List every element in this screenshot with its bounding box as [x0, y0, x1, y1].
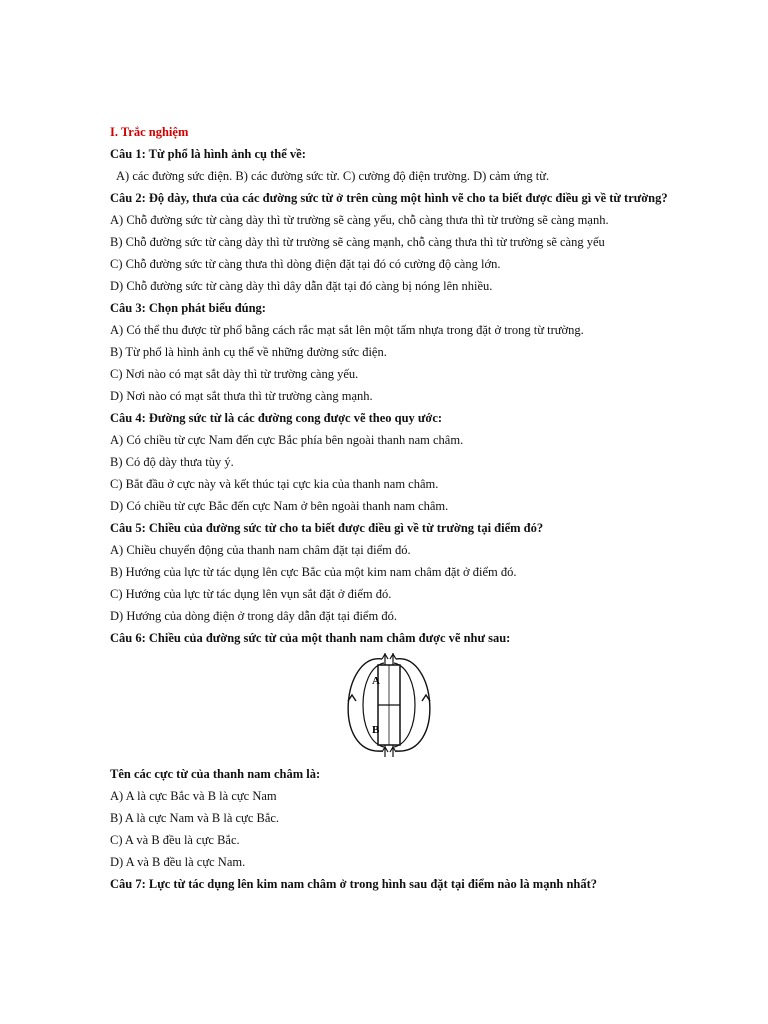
pole-option-c: C) A và B đều là cực Bắc.	[110, 833, 240, 847]
pole-question: Tên các cực từ của thanh nam châm là:	[110, 767, 321, 781]
question-1: Câu 1: Từ phổ là hình ảnh cụ thể về:	[110, 147, 306, 161]
pole-option-b: B) A là cực Nam và B là cực Bắc.	[110, 811, 280, 825]
question-5-option-c: C) Hướng của lực từ tác dụng lên vụn sắt đặt ở điểm đó.	[110, 587, 392, 601]
question-4: Câu 4: Đường sức từ là các đường cong được vẽ theo quy ước:	[110, 411, 443, 425]
pole-b-label: B	[372, 724, 380, 736]
question-4-option-c: C) Bắt đầu ở cực này và kết thúc tại cực kia của thanh nam châm.	[110, 477, 439, 491]
question-6: Câu 6: Chiều của đường sức từ của một thanh nam châm được vẽ như sau:	[110, 631, 511, 645]
question-3-option-c: C) Nơi nào có mạt sắt dày thì từ trường càng yếu.	[110, 367, 359, 381]
question-4-option-a: A) Có chiều từ cực Nam đến cực Bắc phía bên ngoài thanh nam châm.	[110, 433, 464, 447]
pole-option-a: A) A là cực Bắc và B là cực Nam	[110, 789, 277, 803]
question-2-option-b: B) Chỗ đường sức từ càng dày thì từ trường sẽ càng mạnh, chỗ càng thưa thì từ trường sẽ càng yếu	[110, 235, 605, 249]
question-3-option-b: B) Từ phổ là hình ảnh cụ thể về những đường sức điện.	[110, 345, 387, 359]
section-title: I. Trắc nghiệm	[110, 125, 189, 139]
question-2-option-d: D) Chỗ đường sức từ càng dày thì dây dẫn đặt tại đó càng bị nóng lên nhiều.	[110, 279, 493, 293]
question-5-option-d: D) Hướng của dòng điện ở trong dây dẫn đặt tại điểm đó.	[110, 609, 397, 623]
question-2: Câu 2: Độ dày, thưa của các đường sức từ ở trên cùng một hình vẽ cho ta biết được điều gì về từ trường?	[110, 191, 668, 205]
bar-magnet-diagram	[334, 651, 444, 759]
question-3-option-a: A) Có thể thu được từ phổ bằng cách rắc mạt sắt lên một tấm nhựa trong đặt ở trong từ trường.	[110, 323, 584, 337]
question-3-option-d: D) Nơi nào có mạt sắt thưa thì từ trường càng mạnh.	[110, 389, 373, 403]
magnet-field-figure	[110, 651, 670, 763]
field-line-right-outer	[396, 659, 430, 751]
pole-option-d: D) A và B đều là cực Nam.	[110, 855, 246, 869]
question-3: Câu 3: Chọn phát biểu đúng:	[110, 301, 266, 315]
question-1-options: A) các đường sức điện. B) các đường sức từ. C) cường độ điện trường. D) cảm ứng từ.	[116, 169, 550, 183]
question-7: Câu 7: Lực từ tác dụng lên kim nam châm ở trong hình sau đặt tại điểm nào là mạnh nhất?	[110, 877, 598, 891]
exam-content	[110, 121, 670, 895]
question-5: Câu 5: Chiều của đường sức từ cho ta biết được điều gì về từ trường tại điểm đó?	[110, 521, 544, 535]
question-2-option-c: C) Chỗ đường sức từ càng thưa thì dòng điện đặt tại đó có cường độ càng lớn.	[110, 257, 501, 271]
field-line-left-outer	[348, 659, 382, 751]
question-5-option-a: A) Chiều chuyển động của thanh nam châm đặt tại điểm đó.	[110, 543, 411, 557]
question-4-option-b: B) Có độ dày thưa tùy ý.	[110, 455, 234, 469]
question-2-option-a: A) Chỗ đường sức từ càng dày thì từ trường sẽ càng yếu, chỗ càng thưa thì từ trường sẽ càng mạnh.	[110, 213, 609, 227]
pole-a-label: A	[372, 675, 380, 687]
question-5-option-b: B) Hướng của lực từ tác dụng lên cực Bắc của một kim nam châm đặt ở điểm đó.	[110, 565, 517, 579]
question-4-option-d: D) Có chiều từ cực Bắc đến cực Nam ở bên ngoài thanh nam châm.	[110, 499, 449, 513]
